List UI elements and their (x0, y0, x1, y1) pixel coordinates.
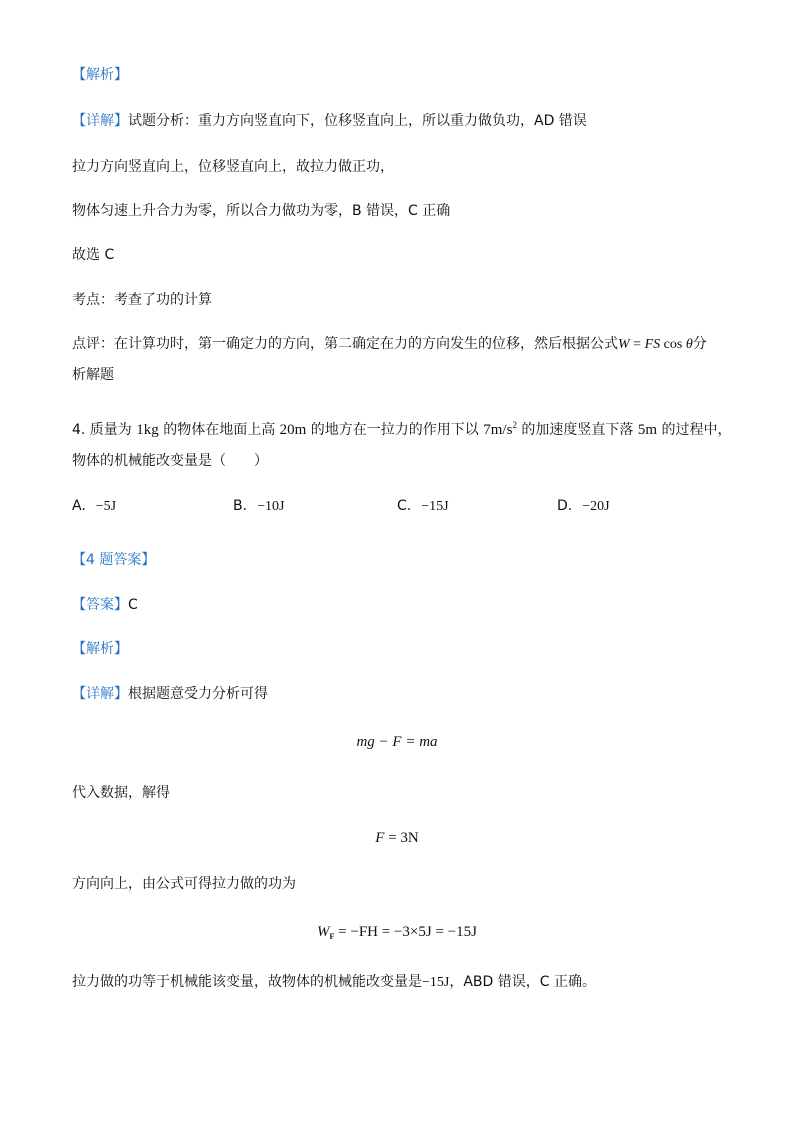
drop-value: 5m (637, 422, 658, 438)
analysis-heading-2: 【解析】 (72, 641, 128, 657)
option-a (72, 496, 116, 517)
formula-eq: = (629, 337, 645, 352)
question-stem-2: 物体的机械能改变量是（ ） (72, 453, 268, 469)
paragraph-line: 拉力方向竖直向上，位移竖直向上，故拉力做正功， (72, 159, 394, 175)
option-value: −10J (257, 499, 285, 514)
conclusion-line (72, 972, 596, 993)
detail-text: 根据题意受力分析可得 (128, 686, 268, 702)
comment-line-2: 析解题 (72, 367, 114, 383)
formula-theta: θ (685, 337, 693, 352)
option-label: A. (72, 498, 86, 514)
comment-suffix: 分 (692, 336, 707, 352)
paragraph-line: 故选 C (72, 247, 115, 263)
option-c (397, 496, 449, 517)
conclusion-text: ，ABD 错误，C 正确。 (449, 974, 596, 990)
height-value: 20m (279, 422, 307, 438)
answer-value: C (128, 597, 138, 613)
option-value: −5J (95, 499, 117, 514)
detail-tag: 【详解】 (72, 113, 128, 129)
question-text: 的物体在地面上高 (158, 422, 280, 438)
comment-line (72, 334, 707, 355)
option-value: −20J (582, 499, 610, 514)
question-text: 的加速度竖直下落 (516, 422, 638, 438)
detail-tag: 【详解】 (72, 686, 128, 702)
analysis-heading: 【解析】 (72, 67, 128, 83)
paragraph-line: 方向向上，由公式可得拉力做的功为 (72, 876, 296, 892)
detail-text: 试题分析：重力方向竖直向下，位移竖直向上，所以重力做负功，AD 错误 (128, 113, 587, 129)
conclusion-text: 拉力做的功等于机械能该变量，故物体的机械能改变量是 (72, 974, 422, 990)
formula-cos: cos (660, 337, 686, 352)
question-stem (72, 415, 731, 440)
option-d (557, 496, 610, 517)
question-text: 的地方在一拉力的作用下以 (306, 422, 484, 438)
conclusion-value: −15J (422, 975, 450, 990)
comment-text: 点评：在计算功时，第一确定力的方向，第二确定在力的方向发生的位移，然后根据公式 (72, 336, 618, 352)
option-label: D. (557, 498, 573, 514)
option-label: B. (233, 498, 248, 514)
mass-value: 1kg (136, 422, 159, 438)
detail-paragraph-2 (72, 684, 268, 704)
equation-work: $W_F = -FH = -3\times 5J = -15J$ (317, 924, 477, 941)
paragraph-line: 物体匀速上升合力为零，所以合力做功为零，B 错误，C 正确 (72, 203, 451, 219)
question-number: 4. (72, 422, 86, 438)
answer-line (72, 595, 138, 615)
formula-fs: FS (644, 337, 661, 352)
option-label: C. (397, 498, 412, 514)
paragraph-line: 代入数据，解得 (72, 785, 170, 801)
accel-value: $7m/s^2$ (483, 420, 517, 438)
formula-w: W (618, 337, 630, 352)
knowledge-point: 考点：考查了功的计算 (72, 292, 212, 308)
answer-tag: 【答案】 (72, 597, 128, 613)
question-text: 的过程中， (657, 422, 732, 438)
detail-paragraph (72, 111, 587, 131)
answer-header: 【4 题答案】 (72, 552, 156, 568)
option-b (233, 496, 284, 517)
equation-newton: mg − F = ma (356, 734, 438, 750)
question-text: 质量为 (85, 422, 137, 438)
option-value: −15J (421, 499, 449, 514)
equation-force: F = 3N (375, 830, 419, 846)
